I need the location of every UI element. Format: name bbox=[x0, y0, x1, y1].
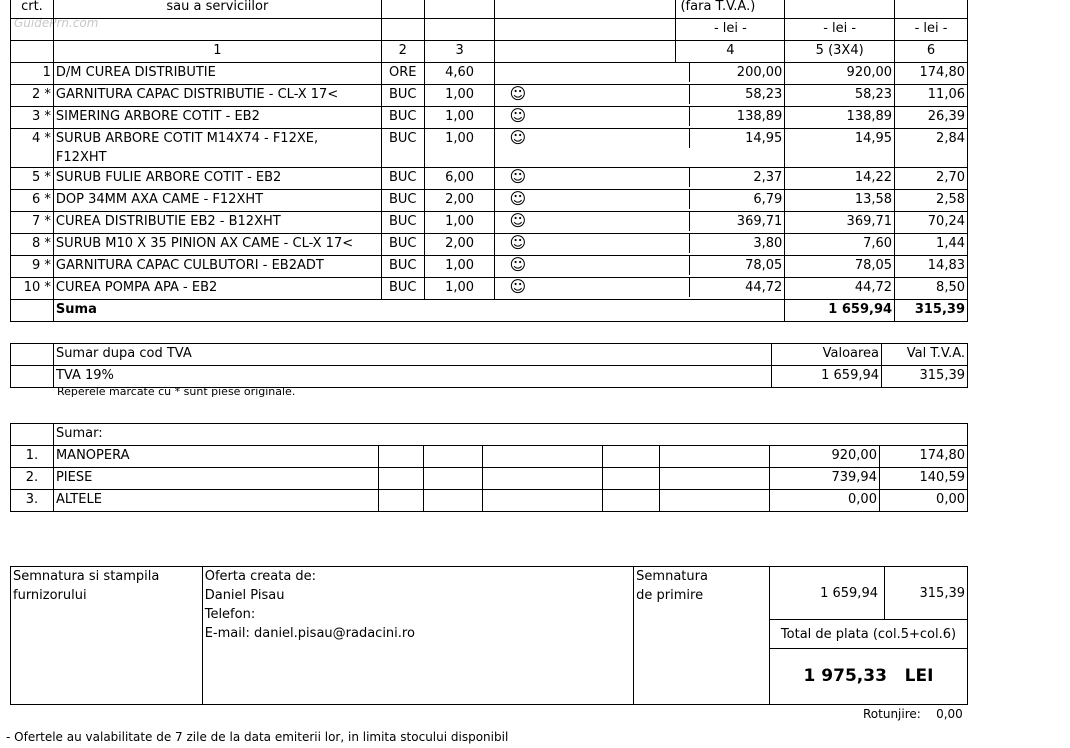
summary-nr: 1. bbox=[11, 446, 54, 468]
phone-label: Telefon: bbox=[204, 607, 256, 622]
item-desc: SURUB ARBORE COTIT M14X74 - F12XE, F12XHT bbox=[53, 129, 381, 168]
summary-label: MANOPERA bbox=[53, 446, 378, 468]
item-qty: 2,00 bbox=[424, 234, 495, 256]
summary-nr: 3. bbox=[11, 490, 54, 512]
item-nr: 4 * bbox=[11, 129, 54, 168]
rounding-value: 0,00 bbox=[936, 707, 963, 721]
summary-row bbox=[11, 468, 968, 490]
item-um: BUC bbox=[381, 278, 424, 300]
item-value: 78,05 bbox=[785, 256, 895, 278]
rounding-label: Rotunjire: bbox=[863, 707, 921, 721]
num-vat: 6 bbox=[895, 41, 968, 63]
item-vat: 2,58 bbox=[895, 190, 968, 212]
item-price: 78,05 bbox=[745, 258, 783, 273]
col-price-header: (fara T.V.A.) bbox=[680, 0, 756, 14]
item-vat: 1,44 bbox=[895, 234, 968, 256]
item-um: BUC bbox=[381, 256, 424, 278]
item-qty: 2,00 bbox=[424, 190, 495, 212]
summary-table bbox=[10, 423, 968, 512]
validity-note: - Ofertele au valabilitate de 7 zile de la data emiterii lor, in limita stocului disponibil bbox=[6, 730, 509, 744]
item-qty: 1,00 bbox=[424, 278, 495, 300]
item-price: 14,95 bbox=[745, 131, 783, 146]
item-nr: 6 * bbox=[11, 190, 54, 212]
item-qty: 6,00 bbox=[424, 168, 495, 190]
num-value: 5 (3X4) bbox=[785, 41, 895, 63]
item-nr: 5 * bbox=[11, 168, 54, 190]
column-number-row bbox=[11, 41, 968, 63]
item-um: BUC bbox=[381, 212, 424, 234]
receipt-signature-cell bbox=[634, 567, 770, 705]
smiley-icon: ☺ bbox=[495, 168, 690, 187]
table-row bbox=[11, 107, 968, 129]
summary-label: PIESE bbox=[53, 468, 378, 490]
price-unit: - lei - bbox=[713, 21, 747, 36]
item-value: 369,71 bbox=[785, 212, 895, 234]
item-um: BUC bbox=[381, 107, 424, 129]
item-vat: 14,83 bbox=[895, 256, 968, 278]
item-um: ORE bbox=[381, 63, 424, 85]
grand-total-cell bbox=[770, 649, 968, 705]
table-row bbox=[11, 212, 968, 234]
item-nr: 9 * bbox=[11, 256, 54, 278]
summary-nr: 2. bbox=[11, 468, 54, 490]
items-body bbox=[11, 63, 968, 300]
header-row bbox=[11, 0, 968, 19]
vat-summary-row-value: 1 659,94 bbox=[772, 366, 882, 388]
summary-label: ALTELE bbox=[53, 490, 378, 512]
table-row bbox=[11, 190, 968, 212]
table-row bbox=[11, 63, 968, 85]
smiley-icon: ☺ bbox=[495, 190, 690, 209]
summary-value: 0,00 bbox=[770, 490, 880, 512]
vat-summary-table bbox=[10, 343, 968, 388]
footer-table bbox=[10, 566, 968, 705]
vat-summary-row-vat: 315,39 bbox=[882, 366, 968, 388]
item-qty: 4,60 bbox=[424, 63, 495, 85]
table-row bbox=[11, 129, 968, 168]
smiley-icon: ☺ bbox=[495, 107, 690, 126]
num-um: 2 bbox=[381, 41, 424, 63]
item-value: 13,58 bbox=[785, 190, 895, 212]
supplier-line1: Semnatura si stampila bbox=[13, 569, 160, 584]
item-value: 44,72 bbox=[785, 278, 895, 300]
item-um: BUC bbox=[381, 85, 424, 107]
summary-vat: 174,80 bbox=[879, 446, 967, 468]
item-desc: SURUB M10 X 35 PINION AX CAME - CL-X 17< bbox=[53, 234, 381, 256]
item-vat: 174,80 bbox=[895, 63, 968, 85]
item-price: 369,71 bbox=[736, 214, 783, 229]
item-desc: D/M CUREA DISTRIBUTIE bbox=[53, 63, 381, 85]
item-nr: 3 * bbox=[11, 107, 54, 129]
summary-row bbox=[11, 446, 968, 468]
items-table bbox=[10, 0, 968, 322]
unit-row bbox=[11, 19, 968, 41]
grand-total: 1 975,33 bbox=[803, 666, 887, 686]
summary-value: 920,00 bbox=[770, 446, 880, 468]
suma-vat: 315,39 bbox=[895, 300, 968, 322]
item-vat: 70,24 bbox=[895, 212, 968, 234]
smiley-icon: ☺ bbox=[495, 129, 690, 148]
item-um: BUC bbox=[381, 234, 424, 256]
smiley-icon: ☺ bbox=[495, 212, 690, 231]
item-desc: GARNITURA CAPAC DISTRIBUTIE - CL-X 17< bbox=[53, 85, 381, 107]
total-vat: 315,39 bbox=[884, 567, 967, 620]
smiley-icon: ☺ bbox=[495, 85, 690, 104]
vat-summary-col-vat: Val T.V.A. bbox=[882, 344, 968, 366]
total-label: Total de plata (col.5+col.6) bbox=[770, 620, 968, 649]
summary-vat: 140,59 bbox=[879, 468, 967, 490]
smiley-icon bbox=[495, 63, 690, 82]
item-qty: 1,00 bbox=[424, 107, 495, 129]
table-row bbox=[11, 278, 968, 300]
summary-vat: 0,00 bbox=[879, 490, 967, 512]
item-qty: 1,00 bbox=[424, 129, 495, 168]
item-um: BUC bbox=[381, 168, 424, 190]
item-qty: 1,00 bbox=[424, 212, 495, 234]
item-desc: SURUB FULIE ARBORE COTIT - EB2 bbox=[53, 168, 381, 190]
item-um: BUC bbox=[381, 190, 424, 212]
item-value: 7,60 bbox=[785, 234, 895, 256]
item-value: 138,89 bbox=[785, 107, 895, 129]
receipt-line2: de primire bbox=[636, 588, 704, 603]
table-row bbox=[11, 168, 968, 190]
vat-summary-row-label: TVA 19% bbox=[53, 366, 771, 388]
item-qty: 1,00 bbox=[424, 256, 495, 278]
item-nr: 8 * bbox=[11, 234, 54, 256]
item-um: BUC bbox=[381, 129, 424, 168]
item-value: 14,95 bbox=[785, 129, 895, 168]
supplier-line2: furnizorului bbox=[13, 588, 87, 603]
item-price: 6,79 bbox=[753, 192, 783, 207]
item-price: 200,00 bbox=[736, 65, 783, 80]
suma-label: Suma bbox=[53, 300, 784, 322]
offer-person: Daniel Pisau bbox=[204, 588, 285, 603]
item-desc: CUREA POMPA APA - EB2 bbox=[53, 278, 381, 300]
num-desc: 1 bbox=[53, 41, 381, 63]
smiley-icon: ☺ bbox=[495, 234, 690, 253]
item-price: 2,37 bbox=[753, 170, 783, 185]
rounding bbox=[863, 707, 963, 721]
suma-row bbox=[11, 300, 968, 322]
item-price: 138,89 bbox=[736, 109, 783, 124]
suma-value: 1 659,94 bbox=[785, 300, 895, 322]
item-vat: 2,70 bbox=[895, 168, 968, 190]
value-unit: - lei - bbox=[785, 19, 895, 41]
item-price: 58,23 bbox=[745, 87, 783, 102]
table-row bbox=[11, 234, 968, 256]
receipt-line1: Semnatura bbox=[636, 569, 708, 584]
item-desc: GARNITURA CAPAC CULBUTORI - EB2ADT bbox=[53, 256, 381, 278]
item-nr: 7 * bbox=[11, 212, 54, 234]
item-price: 44,72 bbox=[745, 280, 783, 295]
item-nr: 10 * bbox=[11, 278, 54, 300]
item-value: 58,23 bbox=[785, 85, 895, 107]
summary-row bbox=[11, 490, 968, 512]
item-value: 14,22 bbox=[785, 168, 895, 190]
watermark: GuidePrn.com bbox=[14, 16, 99, 30]
item-price: 3,80 bbox=[753, 236, 783, 251]
total-value: 1 659,94 bbox=[770, 567, 885, 620]
summary-value: 739,94 bbox=[770, 468, 880, 490]
item-qty: 1,00 bbox=[424, 85, 495, 107]
vat-summary-col-value: Valoarea bbox=[772, 344, 882, 366]
item-desc: SIMERING ARBORE COTIT - EB2 bbox=[53, 107, 381, 129]
item-vat: 26,39 bbox=[895, 107, 968, 129]
col-desc-header: sau a serviciilor bbox=[53, 0, 381, 19]
summary-title: Sumar: bbox=[53, 424, 967, 446]
item-nr: 2 * bbox=[11, 85, 54, 107]
item-desc: CUREA DISTRIBUTIE EB2 - B12XHT bbox=[53, 212, 381, 234]
supplier-signature-cell bbox=[11, 567, 203, 705]
vat-summary-title: Sumar dupa cod TVA bbox=[53, 344, 771, 366]
col-crt-header: crt. bbox=[11, 0, 54, 19]
num-price: 4 bbox=[726, 43, 735, 58]
item-vat: 2,84 bbox=[895, 129, 968, 168]
item-desc: DOP 34MM AXA CAME - F12XHT bbox=[53, 190, 381, 212]
table-row bbox=[11, 256, 968, 278]
table-row bbox=[11, 85, 968, 107]
offer-author-cell bbox=[202, 567, 633, 705]
offer-by-label: Oferta creata de: bbox=[204, 569, 317, 584]
original-parts-note: Reperele marcate cu * sunt piese originale. bbox=[57, 385, 296, 398]
currency: LEI bbox=[904, 666, 934, 686]
num-qty: 3 bbox=[424, 41, 495, 63]
item-value: 920,00 bbox=[785, 63, 895, 85]
smiley-icon: ☺ bbox=[495, 278, 690, 297]
item-vat: 8,50 bbox=[895, 278, 968, 300]
item-nr: 1 bbox=[11, 63, 54, 85]
vat-unit: - lei - bbox=[895, 19, 968, 41]
item-vat: 11,06 bbox=[895, 85, 968, 107]
smiley-icon: ☺ bbox=[495, 256, 690, 275]
email-label: E-mail: daniel.pisau@radacini.ro bbox=[204, 626, 415, 641]
